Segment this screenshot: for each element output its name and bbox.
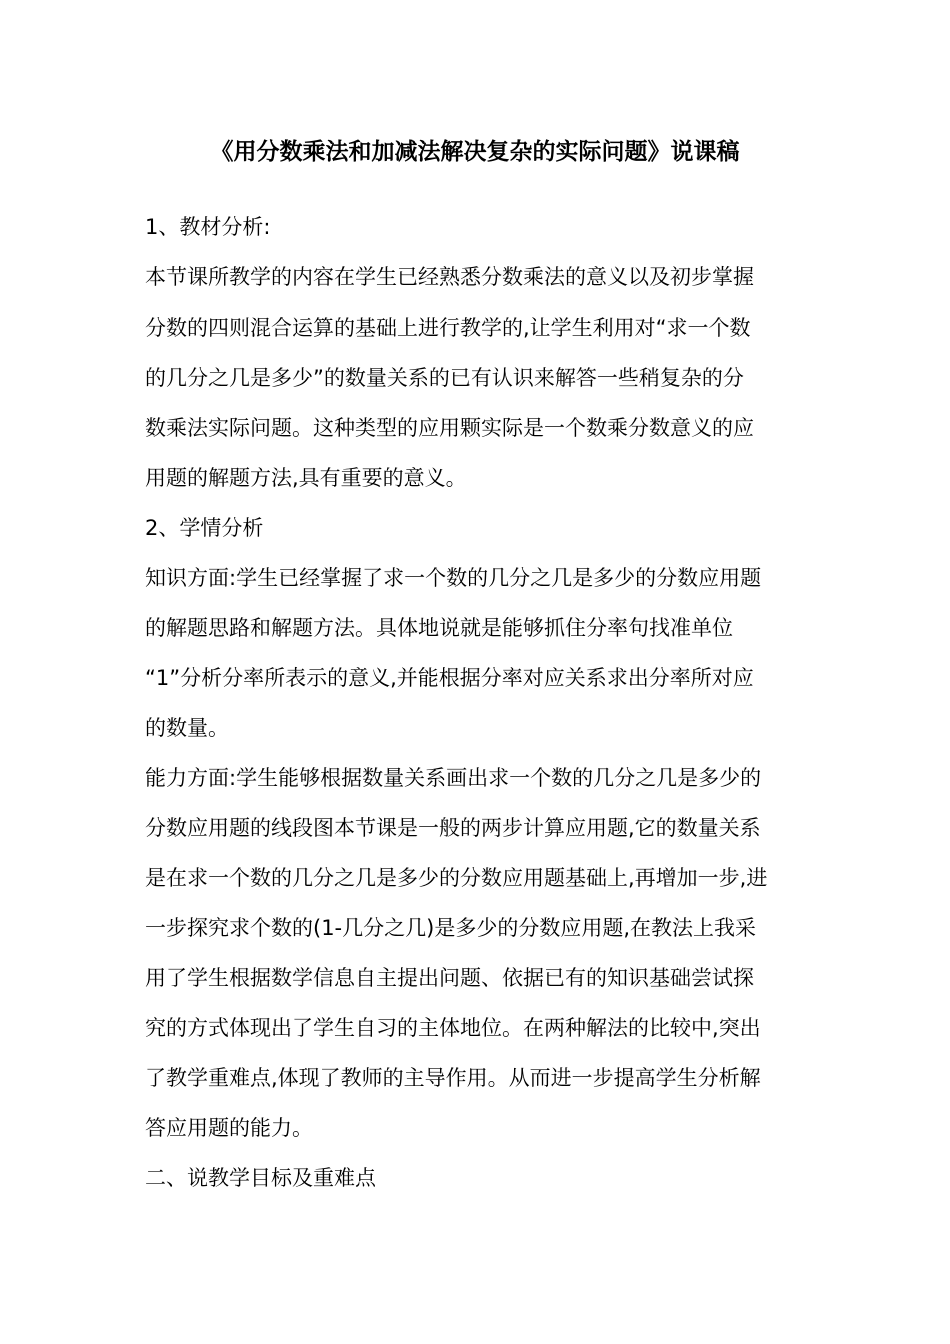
paragraph-line: 究的方式体现出了学生自习的主体地位。在两种解法的比较中,突出 xyxy=(145,1016,761,1040)
section-heading-textbook-analysis: 1、教材分析: xyxy=(145,215,271,239)
paragraph-line: 本节课所教学的内容在学生已经熟悉分数乘法的意义以及初步掌握 xyxy=(145,265,754,289)
paragraph-line: 分数应用题的线段图本节课是一般的两步计算应用题,它的数量关系 xyxy=(145,816,761,840)
paragraph-line: 分数的四则混合运算的基础上进行教学的,让学生利用对“求一个数 xyxy=(145,316,751,340)
section-heading-student-analysis: 2、学情分析 xyxy=(145,516,264,540)
paragraph-line: 用题的解题方法,具有重要的意义。 xyxy=(145,466,467,490)
paragraph-line: 了教学重难点,体现了教师的主导作用。从而进一步提高学生分析解 xyxy=(145,1066,761,1090)
document-title: 《用分数乘法和加减法解决复杂的实际问题》说课稿 xyxy=(210,139,740,165)
paragraph-line: 的几分之几是多少”的数量关系的已有认识来解答一些稍复杂的分 xyxy=(145,366,744,390)
paragraph-line: 答应用题的能力。 xyxy=(145,1116,313,1140)
paragraph-line: 数乘法实际问题。这种类型的应用颗实际是一个数乘分数意义的应 xyxy=(145,416,754,440)
paragraph-line: 知识方面:学生已经掌握了求一个数的几分之几是多少的分数应用题 xyxy=(145,566,762,590)
section-heading-teaching-goals: 二、说教学目标及重难点 xyxy=(145,1166,376,1190)
paragraph-line: 的解题思路和解题方法。具体地说就是能够抓住分率句找准单位 xyxy=(145,616,733,640)
paragraph-line: 能力方面:学生能够根据数量关系画出求一个数的几分之几是多少的 xyxy=(145,766,762,790)
paragraph-line: 一步探究求个数的(1-几分之几)是多少的分数应用题,在教法上我采 xyxy=(145,916,756,940)
paragraph-line: 是在求一个数的几分之几是多少的分数应用题基础上,再增加一步,进 xyxy=(145,866,768,890)
paragraph-line: “1”分析分率所表示的意义,并能根据分率对应关系求出分率所对应 xyxy=(145,666,754,690)
paragraph-line: 的数量。 xyxy=(145,716,229,740)
paragraph-line: 用了学生根据数学信息自主提出问题、依据已有的知识基础尝试探 xyxy=(145,966,754,990)
